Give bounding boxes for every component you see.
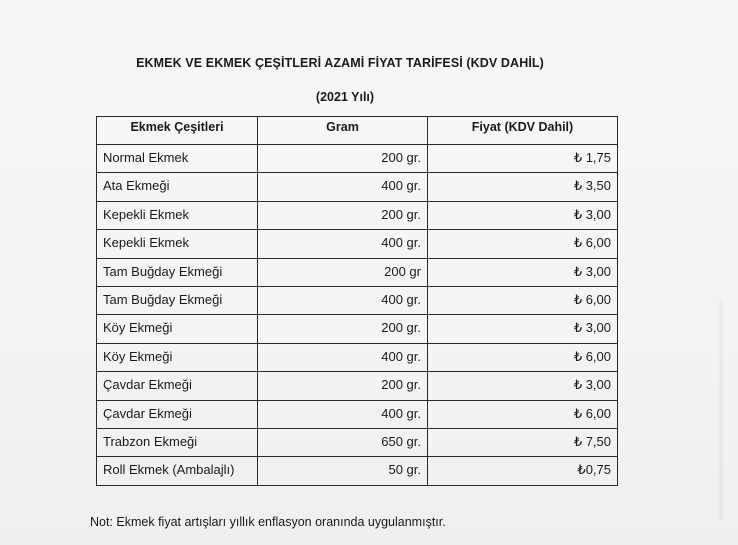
bread-gram: 200 gr xyxy=(258,258,428,286)
bread-price: ₺ 3,00 xyxy=(428,315,618,343)
bread-name: Çavdar Ekmeği xyxy=(97,400,258,428)
table-row xyxy=(97,286,618,314)
table-row xyxy=(97,372,618,400)
bread-gram: 400 gr. xyxy=(258,230,428,258)
bread-gram: 400 gr. xyxy=(258,400,428,428)
bread-price: ₺ 3,00 xyxy=(428,372,618,400)
bread-price: ₺ 3,00 xyxy=(428,258,618,286)
table-row xyxy=(97,315,618,343)
table-row xyxy=(97,201,618,229)
bread-gram: 200 gr. xyxy=(258,315,428,343)
table-row xyxy=(97,258,618,286)
bread-name: Normal Ekmek xyxy=(97,145,258,173)
paper-fold-shadow xyxy=(718,300,724,520)
table-row xyxy=(97,145,618,173)
bread-price: ₺ 6,00 xyxy=(428,400,618,428)
price-table xyxy=(96,116,618,486)
footnote: Not: Ekmek fiyat artışları yıllık enflasyon oranında uygulanmıştır. xyxy=(90,515,446,529)
bread-name: Köy Ekmeği xyxy=(97,315,258,343)
header-price: Fiyat (KDV Dahil) xyxy=(428,117,618,145)
bread-price: ₺ 6,00 xyxy=(428,286,618,314)
bread-price: ₺ 7,50 xyxy=(428,428,618,456)
bread-name: Ata Ekmeği xyxy=(97,173,258,201)
bread-name: Roll Ekmek (Ambalajlı) xyxy=(97,457,258,485)
bread-name: Köy Ekmeği xyxy=(97,343,258,371)
bread-price: ₺ 1,75 xyxy=(428,145,618,173)
bread-price: ₺ 6,00 xyxy=(428,343,618,371)
bread-gram: 50 gr. xyxy=(258,457,428,485)
bread-name: Trabzon Ekmeği xyxy=(97,428,258,456)
table-row xyxy=(97,173,618,201)
page-title: EKMEK VE EKMEK ÇEŞİTLERİ AZAMİ FİYAT TARİFESİ (KDV DAHİL) xyxy=(136,56,544,70)
bread-gram: 400 gr. xyxy=(258,343,428,371)
bread-name: Kepekli Ekmek xyxy=(97,201,258,229)
bread-price: ₺ 6,00 xyxy=(428,230,618,258)
page-subtitle: (2021 Yılı) xyxy=(315,90,375,104)
bread-name: Kepekli Ekmek xyxy=(97,230,258,258)
table-row xyxy=(97,428,618,456)
bread-gram: 400 gr. xyxy=(258,173,428,201)
header-bread-types: Ekmek Çeşitleri xyxy=(97,117,258,145)
bread-price: ₺0,75 xyxy=(428,457,618,485)
bread-gram: 200 gr. xyxy=(258,201,428,229)
table-row xyxy=(97,343,618,371)
table-row xyxy=(97,400,618,428)
bread-gram: 200 gr. xyxy=(258,372,428,400)
bread-gram: 650 gr. xyxy=(258,428,428,456)
bread-price: ₺ 3,00 xyxy=(428,201,618,229)
table-header-row xyxy=(97,117,618,145)
bread-gram: 400 gr. xyxy=(258,286,428,314)
bread-price: ₺ 3,50 xyxy=(428,173,618,201)
bread-name: Tam Buğday Ekmeği xyxy=(97,286,258,314)
table-row xyxy=(97,230,618,258)
bread-gram: 200 gr. xyxy=(258,145,428,173)
bread-name: Çavdar Ekmeği xyxy=(97,372,258,400)
bread-name: Tam Buğday Ekmeği xyxy=(97,258,258,286)
header-gram: Gram xyxy=(258,117,428,145)
table-row xyxy=(97,457,618,485)
